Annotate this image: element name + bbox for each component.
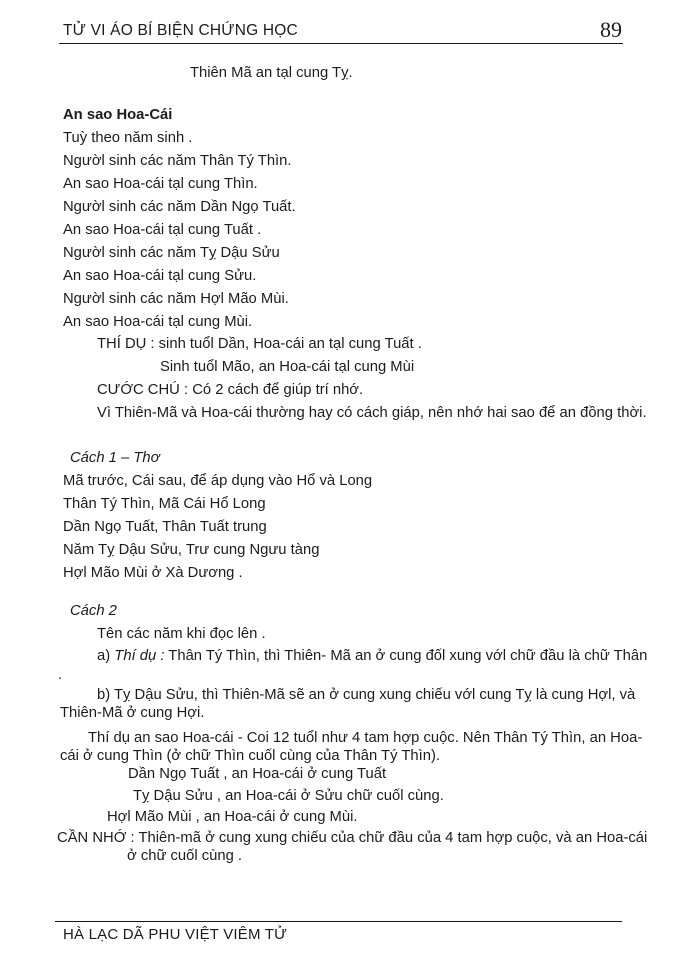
text-line: Thí dụ an sao Hoa-cái - Coi 12 tuổl như 4 tam hợp cuộc. Nên Thân Tý Thìn, an Hoa- — [88, 730, 643, 746]
header-book-title: TỬ VI ÁO BÍ BIỆN CHỨNG HỌC — [63, 22, 298, 39]
text-line: cái ở cung Thìn (ở chữ Thìn cuốl cùng của Thân Tý Thìn). — [60, 748, 440, 764]
text-line: Tỵ Dậu Sửu , an Hoa-cái ở Sửu chữ cuốl cùng. — [133, 788, 444, 804]
footer-author: HÀ LẠC DÃ PHU VIỆT VIÊM TỬ — [63, 926, 288, 943]
text-line: An sao Hoa-Cái — [63, 107, 173, 123]
text-line: . — [58, 667, 63, 683]
text-segment: a) — [97, 648, 115, 664]
text-line: THÍ DỤ : sinh tuổl Dần, Hoa-cái an tạl cung Tuất . — [97, 336, 422, 352]
text-line: Cách 1 – Thơ — [70, 450, 160, 466]
text-line: ở chữ cuốl cùng . — [127, 848, 243, 864]
text-segment: Thí dụ : — [114, 648, 165, 664]
text-line: Thiên-Mã ở cung Hợi. — [60, 705, 205, 721]
text-line: Thiên Mã an tạl cung Tỵ. — [190, 65, 353, 81]
page-number: 89 — [600, 17, 622, 42]
text-line: Hợl Mão Mùi ở Xà Dương . — [63, 565, 243, 581]
text-line: Ngườl sinh các năm Dần Ngọ Tuất. — [63, 199, 296, 215]
text-line: An sao Hoa-cái tạl cung Sửu. — [63, 268, 257, 284]
text-line: Thân Tý Thìn, Mã Cái Hổ Long — [63, 496, 266, 512]
text-line: Tên các năm khi đọc lên . — [97, 626, 266, 642]
text-line: b) Tỵ Dậu Sửu, thì Thiên-Mã sẽ an ở cung xung chiếu vớl cung Tỵ là cung Hợl, và — [97, 687, 636, 703]
text-line: Năm Tỵ Dậu Sửu, Trư cung Ngưu tàng — [63, 542, 320, 558]
text-line: Dần Ngọ Tuất , an Hoa-cái ở cung Tuất — [128, 766, 387, 782]
text-line: Vì Thiên-Mã và Hoa-cái thường hay có cách giáp, nên nhớ hai sao để an đồng thời. — [97, 405, 647, 421]
text-segment: Thân Tý Thìn, thì Thiên- Mã an ở cung đốl xung vớl chữ đầu là chữ Thân — [164, 648, 648, 664]
text-line: Cách 2 — [70, 603, 117, 619]
text-line: Ngườl sinh các năm Thân Tý Thìn. — [63, 153, 292, 169]
text-line: Tuỳ theo năm sinh . — [63, 130, 193, 146]
text-line: CẦN NHỚ : Thiên-mã ở cung xung chiếu của chữ đầu của 4 tam hợp cuộc, và an Hoa-cái — [57, 830, 648, 846]
text-line: An sao Hoa-cái tạl cung Tuất . — [63, 222, 262, 238]
text-line: Sinh tuổl Mão, an Hoa-cái tạl cung Mùi — [160, 359, 415, 375]
text-line: Dần Ngọ Tuất, Thân Tuất trung — [63, 519, 267, 535]
text-line: CƯỚC CHÚ : Có 2 cách để giúp trí nhớ. — [97, 382, 364, 398]
text-line: Mã trước, Cái sau, để áp dụng vào Hổ và Long — [63, 473, 373, 489]
text-line — [97, 647, 647, 665]
text-line: Ngườl sinh các năm Tỵ Dậu Sửu — [63, 245, 280, 261]
text-line: Ngườl sinh các năm Hợl Mão Mùi. — [63, 291, 289, 307]
footer-rule — [55, 921, 622, 922]
text-line: An sao Hoa-cái tạl cung Mùi. — [63, 314, 253, 330]
text-line: An sao Hoa-cái tạl cung Thìn. — [63, 176, 258, 192]
text-line: Hợl Mão Mùi , an Hoa-cái ở cung Mùi. — [107, 809, 358, 825]
